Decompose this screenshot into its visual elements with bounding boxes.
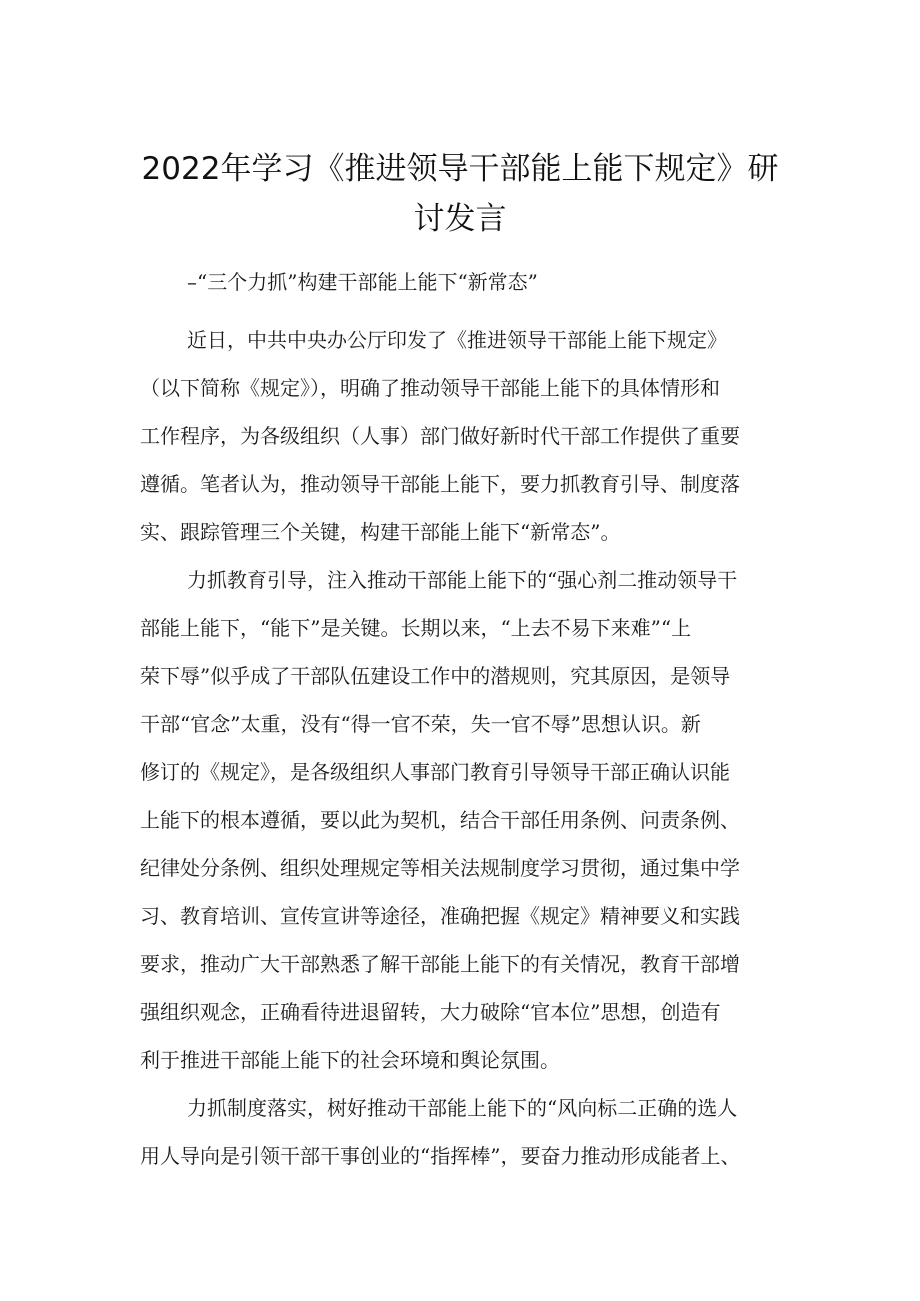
body-text-line: 纪律处分条例、组织处理规定等相关法规制度学习贯彻，通过集中学 — [140, 856, 740, 880]
body-text-line: 部能上能下，“能下”是关键。长期以来，“上去不易下来难”“上 — [140, 616, 692, 640]
body-text-line: 用人导向是引领干部干事创业的“指挥棒”，要奋力推动形成能者上、 — [140, 1144, 741, 1168]
body-text-line: 力抓教育引导，注入推动干部能上能下的“强心剂二推动领导干 — [187, 568, 738, 592]
body-text-line: 习、教育培训、宣传宣讲等途径，准确把握《规定》精神要义和实践 — [140, 904, 740, 928]
body-text-line: 荣下辱”似乎成了干部队伍建设工作中的潜规则，究其原因，是领导 — [140, 664, 731, 688]
body-text-line: 工作程序，为各级组织（人事）部门做好新时代干部工作提供了重要 — [140, 424, 740, 448]
document-title-line-2: 讨发言 — [413, 201, 507, 237]
body-text-line: 利于推进干部能上能下的社会环境和舆论氛围。 — [140, 1048, 560, 1072]
body-text-line: 力抓制度落实，树好推动干部能上能下的“风向标二正确的选人 — [187, 1096, 738, 1120]
body-text-line: 强组织观念，正确看待进退留转，大力破除“官本位”思想，创造有 — [140, 1000, 721, 1024]
body-text-line: 近日，中共中央办公厅印发了《推进领导干部能上能下规定》 — [187, 328, 727, 352]
body-text-line: 上能下的根本遵循，要以此为契机，结合干部任用条例、问责条例、 — [140, 808, 740, 832]
document-subtitle: –“三个力抓”构建干部能上能下“新常态” — [187, 270, 538, 294]
body-text-line: 遵循。笔者认为，推动领导干部能上能下，要力抓教育引导、制度落 — [140, 472, 740, 496]
body-text-line: （以下简称《规定》），明确了推动领导干部能上能下的具体情形和 — [140, 376, 720, 400]
body-text-line: 要求，推动广大干部熟悉了解干部能上能下的有关情况，教育干部增 — [140, 952, 740, 976]
document-title-line-1: 2022年学习《推进领导干部能上能下规定》研 — [141, 151, 779, 187]
body-text-line: 实、跟踪管理三个关键，构建干部能上能下“新常态”。 — [140, 520, 621, 544]
body-text-line: 修订的《规定》，是各级组织人事部门教育引导领导干部正确认识能 — [140, 760, 730, 784]
body-text-line: 干部“官念”太重，没有“得一官不荣，失一官不辱”思想认识。新 — [140, 712, 701, 736]
